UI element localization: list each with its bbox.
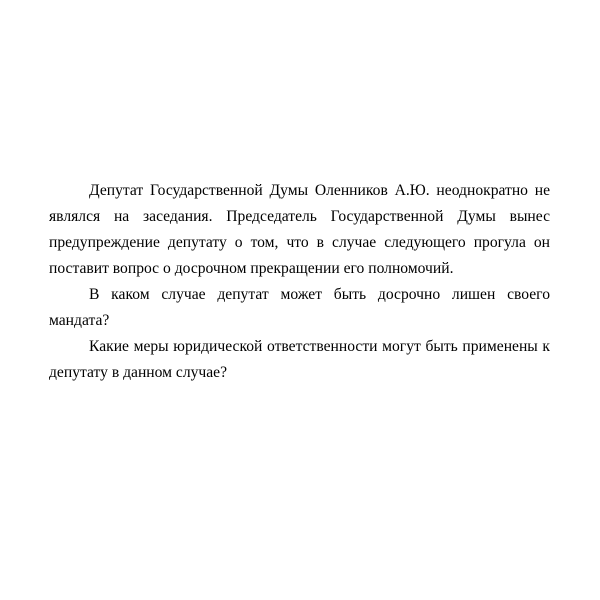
paragraph-case-description: Депутат Государственной Думы Оленников А.Ю. неоднократно не являлся на заседания. Председатель Государственной Думы вынес предупреждение депутату о том, что в случае следующего прогула он поставит вопрос о досрочном прекращении его полномочий.: [49, 182, 550, 277]
document-text: [49, 178, 550, 386]
paragraph-question-mandate: В каком случае депутат может быть досрочно лишен своего мандата?: [49, 286, 550, 329]
paragraph-question-liability: Какие меры юридической ответственности могут быть применены к депутату в данном случае?: [49, 338, 550, 381]
